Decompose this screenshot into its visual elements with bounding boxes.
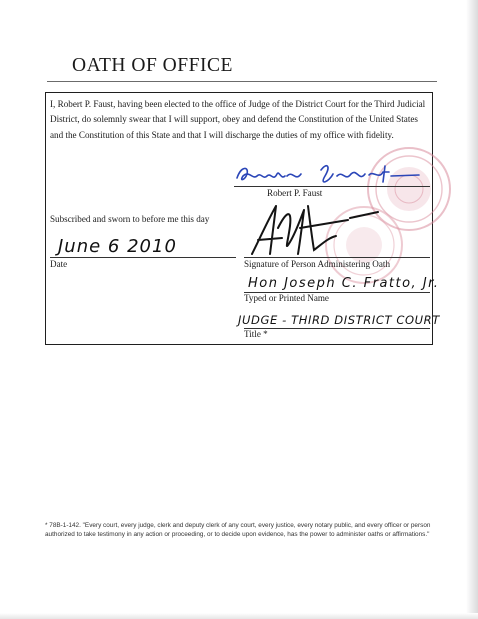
oath-taker-signature-line <box>234 186 430 187</box>
oath-taker-name-label: Robert P. Faust <box>267 188 323 198</box>
admin-printed-name-handwritten: Hon Joseph C. Fratto, Jr. <box>248 276 440 291</box>
administering-official-signature <box>238 198 418 262</box>
page-bottom-edge <box>0 613 478 619</box>
title-line <box>244 328 430 329</box>
admin-signature-label: Signature of Person Administering Oath <box>244 259 390 269</box>
subscribed-label: Subscribed and sworn to before me this day <box>50 214 210 224</box>
date-handwritten: June 6 2010 <box>58 236 177 257</box>
date-label: Date <box>50 259 68 269</box>
page-edge <box>466 0 478 619</box>
printed-name-label: Typed or Printed Name <box>244 293 329 303</box>
title-underline <box>47 81 437 82</box>
date-line <box>50 257 236 258</box>
admin-title-handwritten: JUDGE - THIRD DISTRICT COURT <box>238 313 440 327</box>
admin-signature-line <box>244 257 430 258</box>
document-title: OATH OF OFFICE <box>72 55 233 76</box>
title-label: Title * <box>244 329 268 339</box>
statute-footnote: * 78B-1-142. "Every court, every judge, clerk and deputy clerk of any court, every justice, every notary public, and every officer or person authorized to take testimony in any action or proceeding, or to decide upon evidence, has the power to administer oaths or affirmations." <box>45 522 431 539</box>
oath-statement: I, Robert P. Faust, having been elected to the office of Judge of the District Court for the Third Judicial District, do solemnly swear that I will support, obey and defend the Constitution of the United States and the Constitution of this State and that I will discharge the duties of my office with fidelity. <box>50 99 426 140</box>
